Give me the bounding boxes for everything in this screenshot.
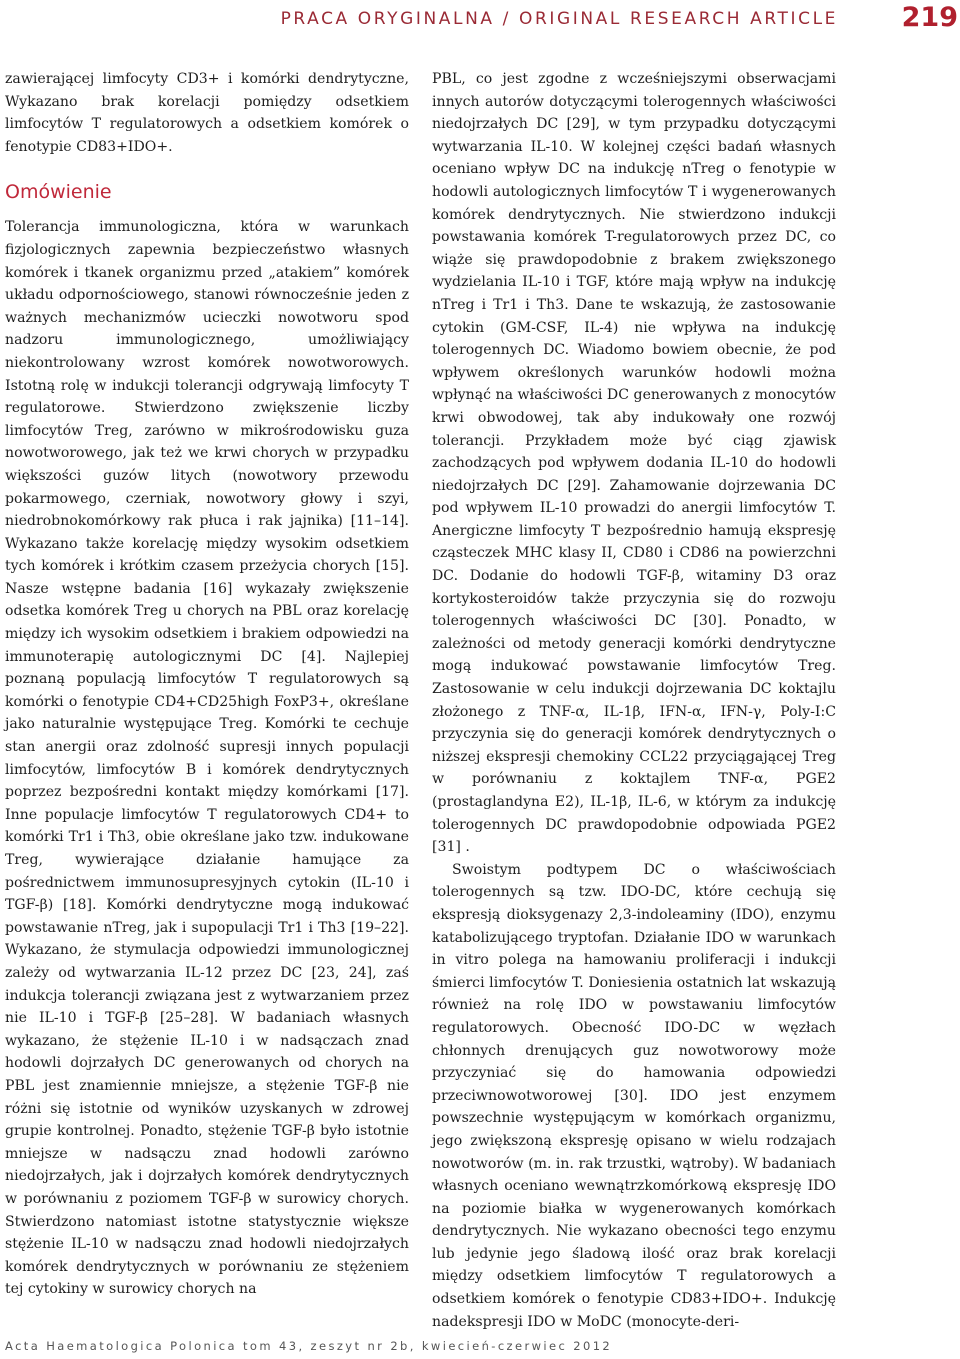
discussion-paragraph: Tolerancja immunologiczna, która w warunkach fizjologicznych zapewnia bezpieczeństwo własnych komórek i tkanek organizmu przed „atakiem” komórek układu odpornościowego, stanowi równocześnie jeden z ważnych mechanizmów ucieczki nowotworu spod nadzoru immunologicznego, umożliwiający niekontrolowany wzrost komórek nowotworowych. Istotną rolę w indukcji tolerancji odgrywają limfocyty T regulatorowe. Stwierdzono zwiększenie liczby limfocytów Treg, zarówno w mikrośrodowisku guza nowotworowego, jak też we krwi chorych w przypadku większości guzów litych (nowotwory przewodu pokarmowego, czerniak, nowotwory głowy i szyi, niedrobnokomórkowy rak płuca i rak jajnika) [11–14]. Wykazano także korelację między wysokim odsetkiem tych komórek i krótkim czasem przeżycia chorych [15]. Nasze wstępne badania [16] wykazały zwiększenie odsetka komórek Treg u chorych na PBL oraz korelację między ich wysokim odsetkiem i brakiem odpowiedzi na immunoterapię autologicznymi DC [4]. Najlepiej poznaną populacją limfocytów T regulatorowych są komórki o fenotypie CD4+CD25high FoxP3+, określane jako naturalnie występujące Treg. Komórki te cechuje stan anergii oraz zdolność supresji innych populacji limfocytów, limfocytów B i komórek dendrytycznych poprzez bezpośredni kontakt między komórkami [17]. Inne populacje limfocytów T regulatorowych CD4+ to komórki Tr1 i Th3, obie określane jako tzw. indukowane Treg, wywierające działanie hamujące za pośrednictwem immunosupresyjnych cytokin (IL-10 i TGF-β) [18]. Komórki dendrytyczne mogą indukować powstawanie nTreg, jak i supopulacji Tr1 i Th3 [19–22]. Wykazano, że stymulacja odpowiedzi immunologicznej zależy od wytwarzania IL-12 przez DC [23, 24], zaś indukcja tolerancji związana jest z wytwarzaniem przez nie IL-10 i TGF-β [25–28]. W badaniach własnych wykazano, że stężenie IL-10 i w nadsączach znad hodowli dojrzałych DC generowanych od chorych na PBL jest znamiennie mniejsze, a stężenie TGF-β nie różni się istotnie od wyników uzyskanych w zdrowej grupie kontrolnej. Ponadto, stężenie TGF-β było istotnie mniejsze w nadsączu znad hodowli zarówno niedojrzałych, jak i dojrzałych komórek dendrytycznych w porównaniu z poziomem TGF-β w surowicy chorych. Stwierdzono natomiast istotne statystycznie większe stężenie IL-10 w nadsączu znad hodowli niedojrzałych komórek dendrytycznych w porównaniu ze stężeniem tej cytokiny w surowicy chorych na: [5, 219, 409, 1298]
right-column: [432, 68, 836, 1333]
journal-footer: Acta Haematologica Polonica tom 43, zeszyt nr 2b, kwiecień-czerwiec 2012: [5, 1339, 613, 1353]
body-paragraph-2: Swoistym podtypem DC o właściwościach tolerogennych są tzw. IDO-DC, które cechują się ekspresją dioksygenazy 2,3-indoleaminy (IDO), enzymu katabolizującego tryptofan. Działanie IDO w warunkach in vitro polega na hamowaniu proliferacji i indukcji śmierci limfocytów T. Doniesienia ostatnich lat wskazują również na rolę IDO w powstawaniu limfocytów regulatorowych. Obecność IDO-DC w węzłach chłonnych drenujących guz nowotworowy może przyczyniać się do hamowania odpowiedzi przeciwnowotworowej [30]. IDO jest enzymem powszechnie występującym w komórkach organizmu, jego zwiększoną ekspresję opisano w wielu rodzajach nowotworów (m. in. rak trzustki, wątroby). W badaniach własnych oceniano wewnątrzkomórkową ekspresję IDO na poziomie białka w wygenerowanych komórkach dendrytycznych. Nie wykazano obecności tego enzymu lub jedynie jego śladową ilość oraz brak korelacji między odsetkiem limfocytów T regulatorowych a odsetkiem komórek o fenotypie CD83+IDO+. Indukcję nadekspresji IDO w MoDC (monocyte-deri-: [432, 861, 836, 1330]
intro-paragraph: zawierającej limfocyty CD3+ i komórki dendrytyczne, Wykazano brak korelacji pomiędzy odsetkiem limfocytów T regulatorowych a odsetkiem komórek o fenotypie CD83+IDO+.: [5, 71, 409, 155]
left-column: [5, 68, 409, 1301]
article-type-label: PRACA ORYGINALNA / ORIGINAL RESEARCH ARTICLE: [280, 9, 838, 29]
page-number: 219: [901, 2, 958, 33]
page-header: [0, 0, 960, 40]
body-paragraph-1: PBL, co jest zgodne z wcześniejszymi obserwacjami innych autorów dotyczącymi tolerogennych właściwości niedojrzałych DC [29], w tym przypadku dotyczącymi wytwarzania IL-10. W kolejnej części badań własnych oceniano wpływ DC na indukcję nTreg o fenotypie w hodowli autologicznych limfocytów T i wygenerowanych komórek dendrytycznych. Nie stwierdzono indukcji powstawania komórek T-regulatorowych przez DC, co wiąże się prawdopodobnie z brakem zwiększonego wydzielania IL-10 i TGF, które mają wpływ na indukcję nTreg i Tr1 i Th3. Dane te wskazują, że zastosowanie cytokin (GM-CSF, IL-4) nie wpływa na indukcję tolerogennych DC. Wiadomo bowiem obecnie, że pod wpływem określonych warunków hodowli można wpłynąć na właściwości DC generowanych z monocytów krwi obwodowej, tak aby indukowały one rozwój tolerancji. Przykładem może być ciąg zjawisk zachodzących pod wpływem dodania IL-10 do hodowli niedojrzałych DC [29]. Zahamowanie dojrzewania DC pod wpływem IL-10 prowadzi do anergii limfocytów T. Anergiczne limfocyty T bezpośrednio hamują ekspresję cząsteczek MHC klasy II, CD80 i CD86 na powierzchni DC. Dodanie do hodowli TGF-β, witaminy D3 oraz kortykosteroidów także przyczynia się do rozwoju tolerogennych właściwości DC [30]. Ponadto, w zależności od metody generacji komórki dendrytyczne mogą indukować powstawanie limfocytów Treg. Zastosowanie w celu indukcji dojrzewania DC koktajlu złożonego z TNF-α, IL-1β, IFN-α, IFN-γ, Poly-I:C przyczynia się do generacji komórek dendrytycznych o niższej ekspresji chemokiny CCL22 przyciągającej Treg w porównaniu z koktajlem TNF-α, PGE2 (prostaglandyna E2), IL-1β, IL-6, w którym za indukcję tolerogennych DC prawdopodobnie odpowiada PGE2 [31] .: [432, 71, 836, 856]
section-heading: Omówienie: [5, 181, 112, 204]
